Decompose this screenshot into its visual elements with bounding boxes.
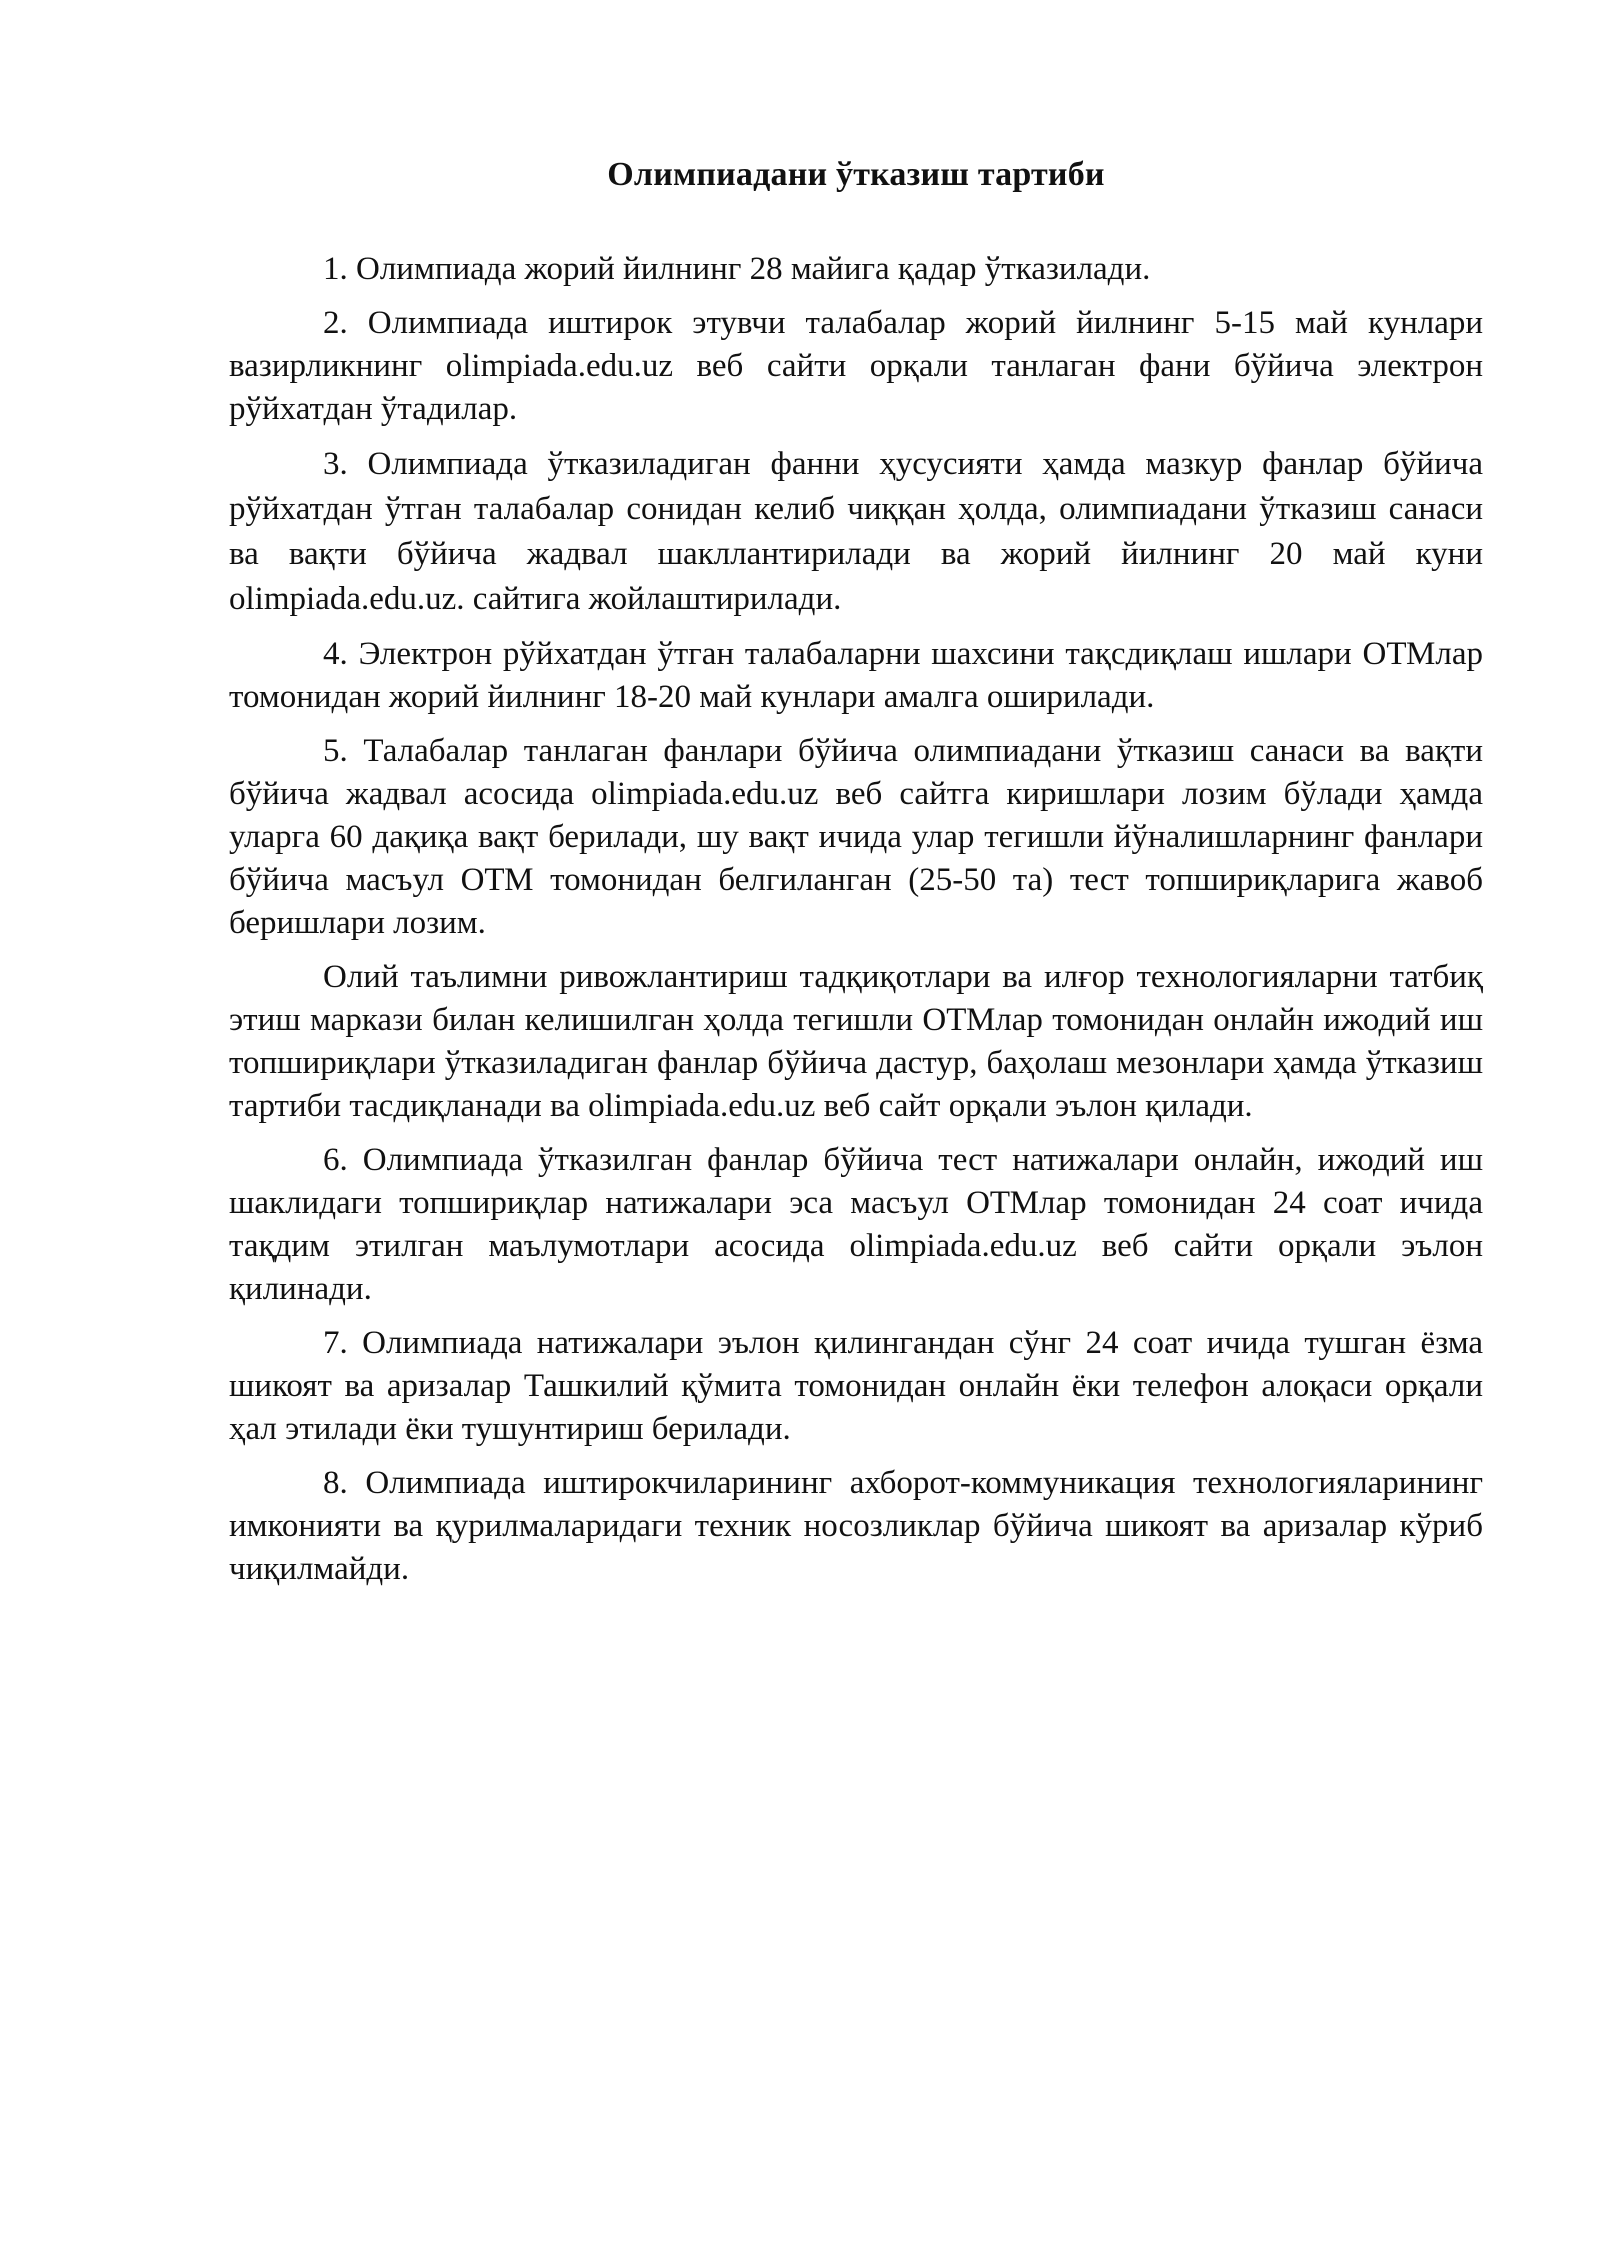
- paragraph-5: 5. Талабалар танлаган фанлари бўйича олимпиадани ўтказиш санаси ва вақти бўйича жадвал асосида olimpiada.edu.uz веб сайтга киришлари лозим бўлади ҳамда уларга 60 дақиқа вақт берилади, шу вақт ичида улар тегишли йўналишларнинг фанлари бўйича масъул ОТМ томонидан белгиланган (25-50 та) тест топшириқларига жавоб беришлари лозим.: [229, 733, 1483, 941]
- paragraph-4: 4. Электрон рўйхатдан ўтган талабаларни шахсини тақсдиқлаш ишлари ОТМлар томонидан жорий йилнинг 18-20 май кунлари амалга оширилади.: [229, 636, 1483, 715]
- document-title: Олимпиадани ўтказиш тартиби: [607, 156, 1105, 193]
- paragraph-2: 2. Олимпиада иштирок этувчи талабалар жорий йилнинг 5-15 май кунлари вазирликнинг olimpiada.edu.uz веб сайти орқали танлаган фани бўйича электрон рўйхатдан ўтадилар.: [229, 305, 1483, 427]
- paragraph-3: 3. Олимпиада ўтказиладиган фанни ҳусусияти ҳамда мазкур фанлар бўйича рўйхатдан ўтган талабалар сонидан келиб чиққан ҳолда, олимпиадани ўтказиш санаси ва вақти бўйича жадвал шакллантирилади ва жорий йилнинг 20 май куни olimpiada.edu.uz. сайтига жойлаштирилади.: [229, 446, 1483, 617]
- paragraph-1: 1. Олимпиада жорий йилнинг 28 майига қадар ўтказилади.: [323, 251, 1151, 287]
- paragraph-6: 6. Олимпиада ўтказилган фанлар бўйича тест натижалари онлайн, ижодий иш шаклидаги топшириқлар натижалари эса масъул ОТМлар томонидан 24 соат ичида тақдим этилган маълумотлари асосида olimpiada.edu.uz веб сайти орқали эълон қилинади.: [229, 1142, 1483, 1307]
- document-page: [229, 150, 1483, 1602]
- paragraph-8: 8. Олимпиада иштирокчиларининг ахборот-коммуникация технологияларининг имконияти ва қурилмаларидаги техник носозликлар бўйича шикоят ва аризалар кўриб чиқилмайди.: [229, 1465, 1483, 1587]
- paragraph-5-continued: Олий таълимни ривожлантириш тадқиқотлари ва илғор технологияларни татбиқ этиш маркази билан келишилган ҳолда тегишли ОТМлар томонидан онлайн ижодий иш топшириқлари ўтказиладиган фанлар бўйича дастур, баҳолаш мезонлари ҳамда ўтказиш тартиби тасдиқланади ва olimpiada.edu.uz веб сайт орқали эълон қилади.: [229, 959, 1483, 1124]
- paragraph-7: 7. Олимпиада натижалари эълон қилингандан сўнг 24 соат ичида тушган ёзма шикоят ва аризалар Ташкилий қўмита томонидан онлайн ёки телефон алоқаси орқали ҳал этилади ёки тушунтириш берилади.: [229, 1325, 1483, 1447]
